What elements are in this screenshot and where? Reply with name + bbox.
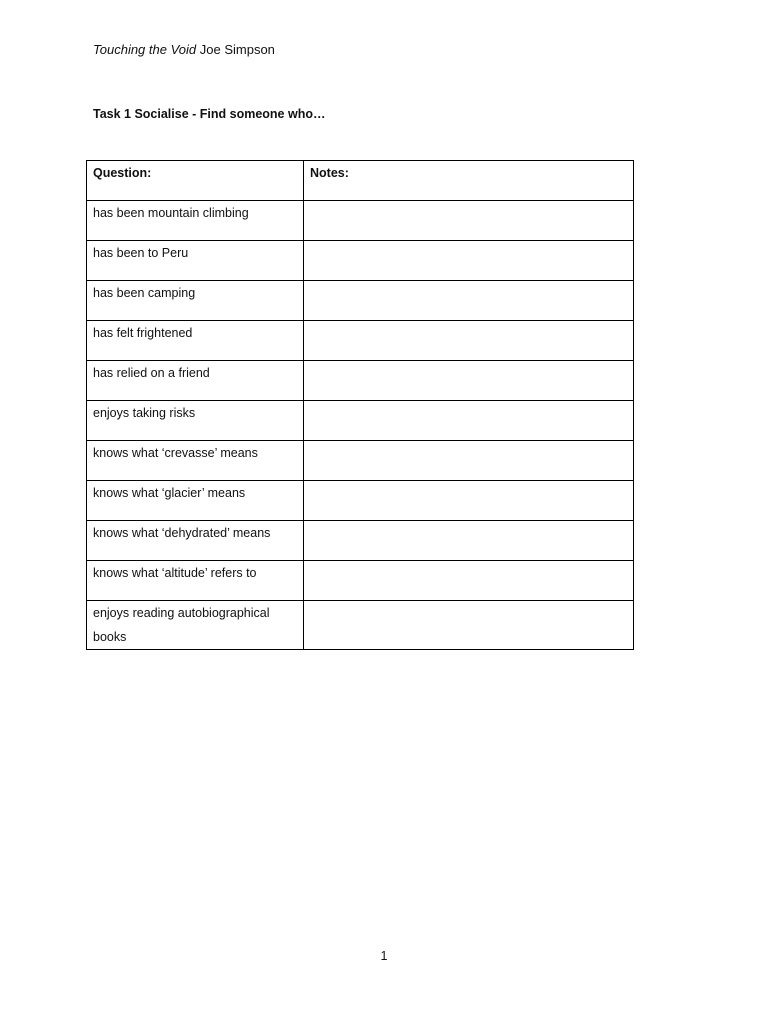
notes-cell[interactable] [304,521,634,561]
document-header [93,42,275,58]
table-row [87,601,634,650]
table-row [87,521,634,561]
notes-cell[interactable] [304,281,634,321]
question-cell: has been to Peru [87,241,304,281]
author-name: Joe Simpson [199,42,275,57]
notes-cell[interactable] [304,601,634,650]
question-cell: enjoys taking risks [87,401,304,441]
question-cell: has been camping [87,281,304,321]
question-cell: has been mountain climbing [87,201,304,241]
table-header-row [87,161,634,201]
question-cell: knows what ‘glacier’ means [87,481,304,521]
table-row [87,281,634,321]
task-heading: Task 1 Socialise - Find someone who… [93,107,326,121]
question-column-header: Question: [87,161,304,201]
question-cell: enjoys reading autobiographical books [87,601,304,650]
question-cell: knows what ‘crevasse’ means [87,441,304,481]
notes-cell[interactable] [304,441,634,481]
find-someone-who-table [86,160,634,650]
notes-cell[interactable] [304,401,634,441]
notes-column-header: Notes: [304,161,634,201]
question-cell: has felt frightened [87,321,304,361]
notes-cell[interactable] [304,361,634,401]
question-cell: knows what ‘dehydrated’ means [87,521,304,561]
page-number: 1 [380,949,388,963]
table-row [87,441,634,481]
table-row [87,481,634,521]
book-title: Touching the Void [93,42,197,57]
table-row [87,321,634,361]
table-row [87,561,634,601]
notes-cell[interactable] [304,241,634,281]
notes-cell[interactable] [304,481,634,521]
question-cell: knows what ‘altitude’ refers to [87,561,304,601]
table-row [87,241,634,281]
table-row [87,401,634,441]
notes-cell[interactable] [304,561,634,601]
table-row [87,361,634,401]
question-cell: has relied on a friend [87,361,304,401]
table-row [87,201,634,241]
notes-cell[interactable] [304,201,634,241]
notes-cell[interactable] [304,321,634,361]
